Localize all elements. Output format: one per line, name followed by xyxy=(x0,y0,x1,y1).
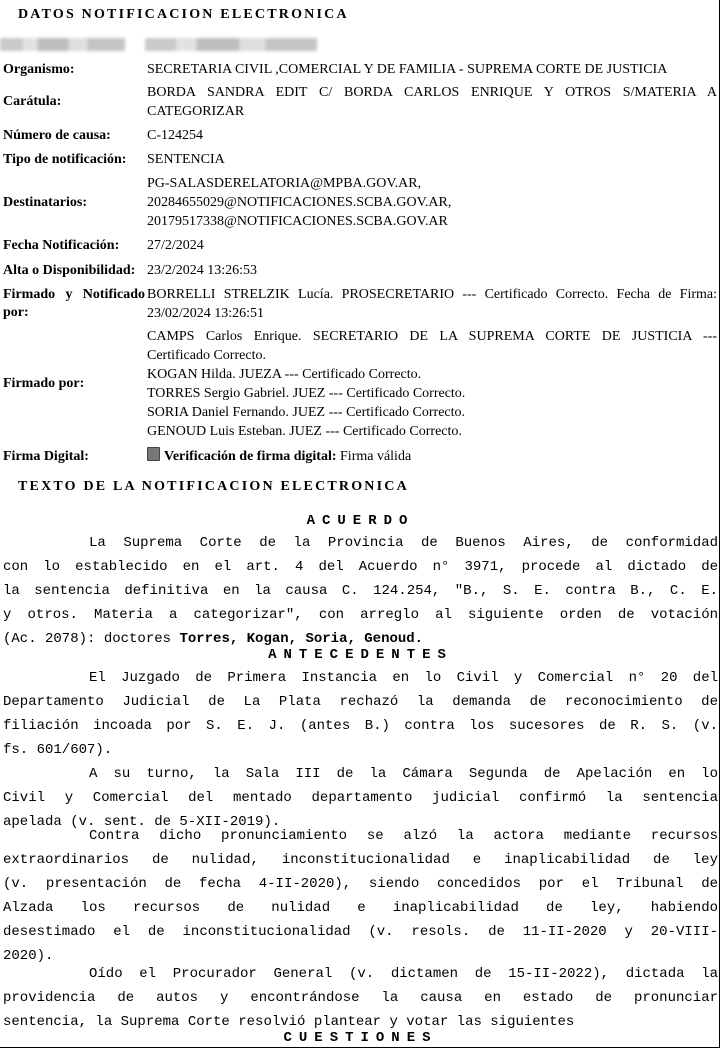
label-firma-digital: Firma Digital: xyxy=(3,449,89,464)
value-alta: 23/2/2024 13:26:53 xyxy=(147,263,258,278)
label-fecha: Fecha Notificación: xyxy=(3,238,120,253)
section-title-datos: DATOS NOTIFICACION ELECTRONICA xyxy=(18,7,349,22)
value-firmado: CAMPS Carlos Enrique. SECRETARIO DE LA SUPREMA CORTE DE JUSTICIA --- Certificado Correcto. KOGAN Hilda. JUEZA --- Certificado Correcto. TORRES Sergio Gabriel. JUEZ --- Certificado Correcto. SORIA Daniel Fernando. JUEZ --- Certificado Correcto. GENOUD Luis Esteban. JUEZ --- Certificado Correcto. xyxy=(147,329,717,439)
value-firmado-notificado: BORRELLI STRELZIK Lucía. PROSECRETARIO --- Certificado Correcto. Fecha de Firma: 23/02/2024 13:26:51 xyxy=(147,287,717,321)
label-tipo: Tipo de notificación: xyxy=(3,152,127,167)
redacted-field xyxy=(145,38,317,51)
paragraph-2: El Juzgado de Primera Instancia en lo Civil y Comercial n° 20 del Departamento Judicial de La Plata rechazó la demanda de reconocimiento de filiación incoada por S. E. J. (antes B.) contra los sucesores de R. S. (v. fs. 601/607). xyxy=(3,670,718,758)
value-destinatarios: PG-SALASDERELATORIA@MPBA.GOV.AR, 20284655029@NOTIFICACIONES.SCBA.GOV.AR, 20179517338@NOTIFICACIONES.SCBA.GOV.AR xyxy=(147,176,452,229)
value-fecha: 27/2/2024 xyxy=(147,238,204,253)
label-numero: Número de causa: xyxy=(3,128,111,143)
label-destinatarios: Destinatarios: xyxy=(3,195,87,210)
heading-antecedentes: ANTECEDENTES xyxy=(268,647,453,663)
section-title-texto: TEXTO DE LA NOTIFICACION ELECTRONICA xyxy=(18,479,409,494)
value-caratula: BORDA SANDRA EDIT C/ BORDA CARLOS ENRIQUE Y OTROS S/MATERIA A CATEGORIZAR xyxy=(147,85,717,119)
value-firma-digital: Verificación de firma digital: Firma válida xyxy=(147,447,717,466)
label-organismo: Organismo: xyxy=(3,62,75,77)
redacted-field xyxy=(0,38,125,51)
paragraph-4: Contra dicho pronunciamiento se alzó la actora mediante recursos extraordinarios de nulidad, inconstitucionalidad e inaplicabilidad de ley (v. presentación de fecha 4-II-2020), siendo concedidos por el Tribunal de Alzada los recursos de nulidad e inaplicabilidad de ley, habiendo desestimado el de inconstitucionalidad (v. resols. de 11-II-2020 y 20-VIII- 2020). xyxy=(3,828,718,964)
label-alta: Alta o Disponibilidad: xyxy=(3,263,136,278)
heading-cuestiones: CUESTIONES xyxy=(283,1030,438,1046)
paragraph-5: Oído el Procurador General (v. dictamen de 15-II-2022), dictada la providencia de autos y encontrándose la causa en estado de pronunciar sentencia, la Suprema Corte resolvió plantear y votar las siguientes xyxy=(3,966,718,1030)
value-organismo: SECRETARIA CIVIL ,COMERCIAL Y DE FAMILIA - SUPREMA CORTE DE JUSTICIA xyxy=(147,62,668,77)
certificate-icon xyxy=(147,447,160,461)
value-tipo: SENTENCIA xyxy=(147,152,225,167)
heading-acuerdo: ACUERDO xyxy=(306,513,415,529)
label-caratula: Carátula: xyxy=(3,94,62,109)
label-firmado: Firmado por: xyxy=(3,376,85,391)
value-numero: C-124254 xyxy=(147,128,203,143)
paragraph-1: La Suprema Corte de la Provincia de Buenos Aires, de conformidad con lo establecido en el art. 4 del Acuerdo n° 3971, procede al dictado de la sentencia definitiva en la causa C. 124.254, "B., S. E. contra B., C. E. y otros. Materia a categorizar", con arreglo al siguiente orden de votación (Ac. 2078): doctores Torres, Kogan, Soria, Genoud. xyxy=(3,535,718,647)
label-firmado-notificado: Firmado y Notificado por: xyxy=(3,287,145,320)
paragraph-3: A su turno, la Sala III de la Cámara Segunda de Apelación en lo Civil y Comercial del mentado departamento judicial confirmó la sentencia apelada (v. sent. de 5-XII-2019). xyxy=(3,766,718,830)
